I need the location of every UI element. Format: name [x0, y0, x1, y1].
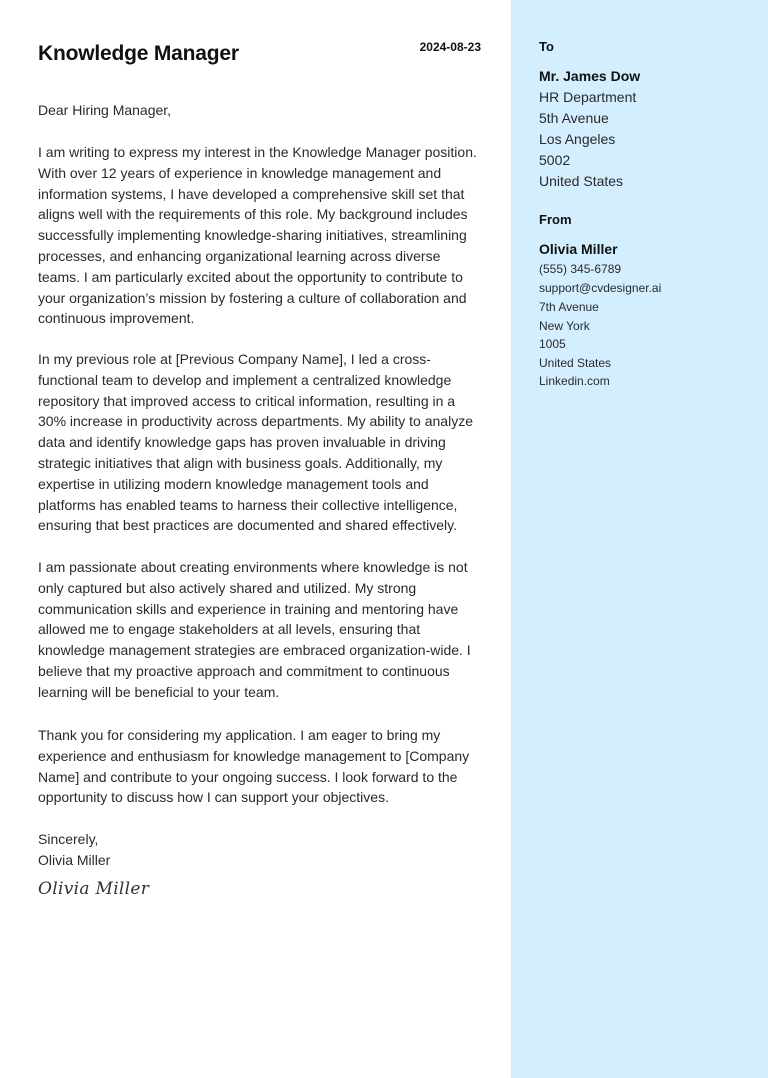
- paragraph-3: I am passionate about creating environments where knowledge is not only captured but also actively shared and utilized. My strong communication skills and experience in training and mentoring have allowed me to engage stakeholders at all levels, ensuring that knowledge management strategies are embraced organization-wide. I believe that my proactive approach and commitment to continuous learning will be beneficial to your team.: [38, 559, 471, 700]
- letter-date: 2024-08-23: [419, 40, 481, 54]
- handwritten-signature: Olivia Miller: [38, 879, 150, 899]
- sender-street: 7th Avenue: [539, 300, 599, 314]
- sender-email[interactable]: support@cvdesigner.ai: [539, 281, 662, 295]
- recipient-street: 5th Avenue: [539, 110, 609, 126]
- sender-zip: 1005: [539, 337, 566, 351]
- recipient-city: Los Angeles: [539, 131, 616, 147]
- recipient-zip: 5002: [539, 152, 571, 168]
- page-title: Knowledge Manager: [38, 42, 239, 65]
- paragraph-2: In my previous role at [Previous Company Name], I led a cross-functional team to develop and implement a centralized knowledge repository that improved access to critical information, resulting in a 30% increase in productivity across departments. My ability to analyze data and identify knowledge gaps has proven invaluable in driving strategic initiatives that align with business goals. Additionally, my expertise in utilizing modern knowledge management tools and platforms has enabled teams to harness their collective intelligence, ensuring that best practices are documented and shared effectively.: [38, 351, 473, 534]
- salutation: Dear Hiring Manager,: [38, 102, 172, 118]
- recipient-name: Mr. James Dow: [539, 68, 641, 84]
- sender-country: United States: [539, 356, 612, 370]
- sender-linkedin-link[interactable]: Linkedin.com: [539, 374, 610, 388]
- paragraph-1: I am writing to express my interest in the Knowledge Manager position. With over 12 years of experience in knowledge management and information systems, I have developed a comprehensive skill set that aligns well with the requirements of this role. My background includes successfully implementing knowledge-sharing initiatives, streamlining processes, and enhancing organizational learning across diverse teams. I am particularly excited about the opportunity to contribute to your organization’s mission by fostering a culture of collaboration and continuous improvement.: [38, 144, 477, 327]
- recipient-department: HR Department: [539, 89, 637, 105]
- signer-name: Olivia Miller: [38, 852, 111, 868]
- from-heading: From: [539, 212, 572, 227]
- sender-city: New York: [539, 319, 590, 333]
- paragraph-4: Thank you for considering my application. I am eager to bring my experience and enthusiasm for knowledge management to [Company Name] and contribute to your ongoing success. I look forward to the opportunity to discuss how I can support your objectives.: [38, 727, 470, 806]
- contact-sidebar: [511, 0, 768, 1078]
- closing: Sincerely,: [38, 831, 99, 847]
- to-heading: To: [539, 39, 554, 54]
- sender-name: Olivia Miller: [539, 241, 618, 257]
- sender-phone: (555) 345-6789: [539, 262, 622, 276]
- recipient-country: United States: [539, 173, 624, 189]
